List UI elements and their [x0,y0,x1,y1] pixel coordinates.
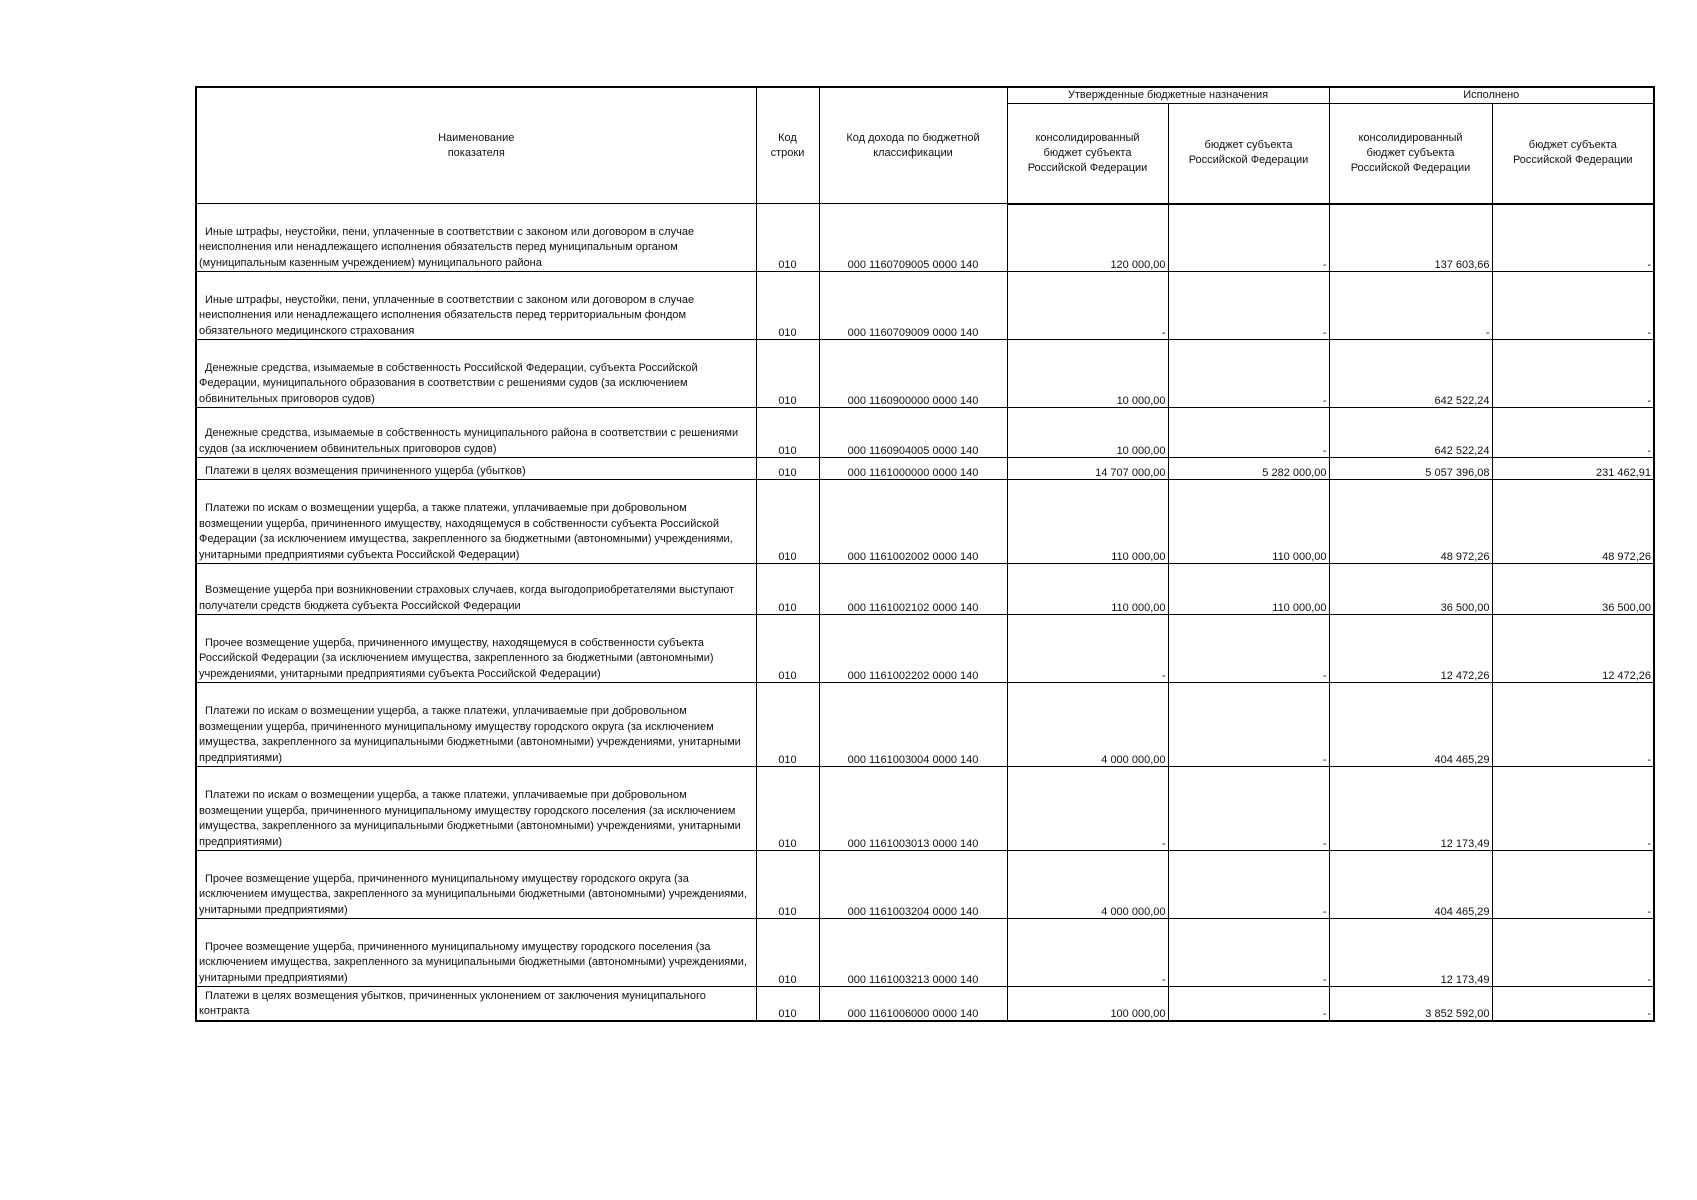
row-approved-subject: - [1168,204,1329,272]
row-name: Платежи по искам о возмещении ущерба, а также платежи, уплачиваемые при добровольном возмещении ущерба, причиненного муниципальному имуществу городского округа (за исключением имущества, закрепленного за муниципальными бюджетными (автономными) учреждениями, унитарными предприятиями) [196,683,756,767]
row-name: Иные штрафы, неустойки, пени, уплаченные в соответствии с законом или договором в случае неисполнения или ненадлежащего исполнения обязательств перед территориальным фондом обязательного медицинского страхования [196,272,756,340]
row-executed-consolidated: 137 603,66 [1329,204,1492,272]
header-approved-group: Утвержденные бюджетные назначения [1007,87,1329,104]
row-approved-consolidated: - [1007,272,1168,340]
header-approved-consolidated: консолидированный бюджет субъекта Российской Федерации [1007,104,1168,204]
row-kbk: 000 1161002202 0000 140 [819,615,1007,683]
table-row [196,458,1654,480]
row-name: Платежи по искам о возмещении ущерба, а также платежи, уплачиваемые при добровольном возмещении ущерба, причиненного муниципальному имуществу городского поселения (за исключением имущества, закрепленного за муниципальными бюджетными (автономными) учреждениями, унитарными предприятиями) [196,767,756,851]
header-kbk: Код дохода по бюджетной классификации [819,87,1007,204]
row-executed-subject: - [1492,408,1654,458]
row-approved-subject: - [1168,767,1329,851]
row-approved-consolidated: - [1007,767,1168,851]
row-approved-consolidated: 110 000,00 [1007,480,1168,564]
row-approved-subject: - [1168,272,1329,340]
row-approved-subject: - [1168,851,1329,919]
row-approved-consolidated: 120 000,00 [1007,204,1168,272]
row-approved-consolidated: 4 000 000,00 [1007,851,1168,919]
row-approved-consolidated: 10 000,00 [1007,408,1168,458]
row-executed-consolidated: 404 465,29 [1329,683,1492,767]
row-approved-consolidated: 110 000,00 [1007,564,1168,615]
row-executed-subject: 48 972,26 [1492,480,1654,564]
row-code: 010 [756,767,819,851]
row-executed-subject: 231 462,91 [1492,458,1654,480]
header-executed-group: Исполнено [1329,87,1654,104]
row-approved-subject: 110 000,00 [1168,564,1329,615]
row-executed-consolidated: 642 522,24 [1329,408,1492,458]
row-executed-subject: - [1492,987,1654,1021]
row-executed-subject: - [1492,851,1654,919]
row-code: 010 [756,987,819,1021]
header-approved-subject: бюджет субъекта Российской Федерации [1168,104,1329,204]
row-approved-subject: - [1168,615,1329,683]
header-executed-consolidated: консолидированный бюджет субъекта Российской Федерации [1329,104,1492,204]
table-row [196,615,1654,683]
row-kbk: 000 1161003213 0000 140 [819,919,1007,987]
row-executed-consolidated: 5 057 396,08 [1329,458,1492,480]
row-kbk: 000 1161002002 0000 140 [819,480,1007,564]
row-code: 010 [756,272,819,340]
row-executed-subject: - [1492,767,1654,851]
row-kbk: 000 1161000000 0000 140 [819,458,1007,480]
revenue-table [195,86,1655,1022]
row-name: Денежные средства, изымаемые в собственность муниципального района в соответствии с решениями судов (за исключением обвинительных приговоров судов) [196,408,756,458]
row-approved-consolidated: 100 000,00 [1007,987,1168,1021]
table-row [196,480,1654,564]
row-code: 010 [756,408,819,458]
row-code: 010 [756,683,819,767]
row-executed-subject: - [1492,340,1654,408]
row-executed-consolidated: 404 465,29 [1329,851,1492,919]
row-code: 010 [756,615,819,683]
row-kbk: 000 1161003204 0000 140 [819,851,1007,919]
table-row [196,340,1654,408]
row-approved-subject: - [1168,987,1329,1021]
row-code: 010 [756,480,819,564]
row-executed-subject: - [1492,919,1654,987]
row-name: Денежные средства, изымаемые в собственность Российской Федерации, субъекта Российской Федерации, муниципального образования в соответствии с решениями судов (за исключением обвинительных приговоров судов) [196,340,756,408]
table-row [196,919,1654,987]
row-executed-consolidated: 48 972,26 [1329,480,1492,564]
row-name: Платежи в целях возмещения причиненного ущерба (убытков) [196,458,756,480]
row-executed-consolidated: 3 852 592,00 [1329,987,1492,1021]
table-row [196,987,1654,1021]
row-executed-subject: 12 472,26 [1492,615,1654,683]
row-code: 010 [756,919,819,987]
row-kbk: 000 1161002102 0000 140 [819,564,1007,615]
row-kbk: 000 1161003013 0000 140 [819,767,1007,851]
row-name: Прочее возмещение ущерба, причиненного муниципальному имуществу городского поселения (за исключением имущества, закрепленного за муниципальными бюджетными (автономными) учреждениями, унитарными предприятиями) [196,919,756,987]
row-kbk: 000 1161006000 0000 140 [819,987,1007,1021]
row-approved-subject: - [1168,683,1329,767]
table-row [196,851,1654,919]
row-kbk: 000 1160709005 0000 140 [819,204,1007,272]
row-code: 010 [756,204,819,272]
table-row [196,408,1654,458]
row-approved-subject: 110 000,00 [1168,480,1329,564]
row-approved-consolidated: 14 707 000,00 [1007,458,1168,480]
row-approved-subject: - [1168,408,1329,458]
row-executed-subject: - [1492,683,1654,767]
table-row [196,564,1654,615]
row-executed-subject: - [1492,204,1654,272]
row-executed-consolidated: - [1329,272,1492,340]
row-approved-subject: 5 282 000,00 [1168,458,1329,480]
row-approved-consolidated: 4 000 000,00 [1007,683,1168,767]
header-executed-subject: бюджет субъекта Российской Федерации [1492,104,1654,204]
row-approved-consolidated: 10 000,00 [1007,340,1168,408]
row-executed-consolidated: 12 173,49 [1329,767,1492,851]
row-executed-consolidated: 36 500,00 [1329,564,1492,615]
row-code: 010 [756,851,819,919]
row-name: Прочее возмещение ущерба, причиненного муниципальному имуществу городского округа (за исключением имущества, закрепленного за муниципальными бюджетными (автономными) учреждениями, унитарными предприятиями) [196,851,756,919]
row-name: Прочее возмещение ущерба, причиненного имуществу, находящемуся в собственности субъекта Российской Федерации (за исключением имущества, закрепленного за бюджетными (автономными) учреждениями, унитарными предприятиями субъекта Российской Федерации) [196,615,756,683]
row-approved-subject: - [1168,340,1329,408]
row-name: Платежи по искам о возмещении ущерба, а также платежи, уплачиваемые при добровольном возмещении ущерба, причиненного имуществу, находящемуся в собственности субъекта Российской Федерации (за исключением имущества, закрепленного за бюджетными (автономными) учреждениями, унитарными предприятиями субъекта Российской Федерации) [196,480,756,564]
row-kbk: 000 1160709009 0000 140 [819,272,1007,340]
row-name: Иные штрафы, неустойки, пени, уплаченные в соответствии с законом или договором в случае неисполнения или ненадлежащего исполнения обязательств перед муниципальным органом (муниципальным казенным учреждением) муниципального района [196,204,756,272]
row-name: Платежи в целях возмещения убытков, причиненных уклонением от заключения муниципального контракта [196,987,756,1021]
row-approved-consolidated: - [1007,919,1168,987]
row-name: Возмещение ущерба при возникновении страховых случаев, когда выгодоприобретателями выступают получатели средств бюджета субъекта Российской Федерации [196,564,756,615]
table-row [196,204,1654,272]
header-name: Наименование показателя [196,87,756,204]
row-code: 010 [756,458,819,480]
row-executed-subject: 36 500,00 [1492,564,1654,615]
row-approved-consolidated: - [1007,615,1168,683]
table-row [196,683,1654,767]
row-kbk: 000 1160904005 0000 140 [819,408,1007,458]
table-row [196,767,1654,851]
row-kbk: 000 1161003004 0000 140 [819,683,1007,767]
row-executed-consolidated: 12 173,49 [1329,919,1492,987]
row-code: 010 [756,340,819,408]
table-row [196,272,1654,340]
row-code: 010 [756,564,819,615]
row-approved-subject: - [1168,919,1329,987]
header-row-code: Код строки [756,87,819,204]
row-executed-consolidated: 642 522,24 [1329,340,1492,408]
row-kbk: 000 1160900000 0000 140 [819,340,1007,408]
row-executed-consolidated: 12 472,26 [1329,615,1492,683]
row-executed-subject: - [1492,272,1654,340]
